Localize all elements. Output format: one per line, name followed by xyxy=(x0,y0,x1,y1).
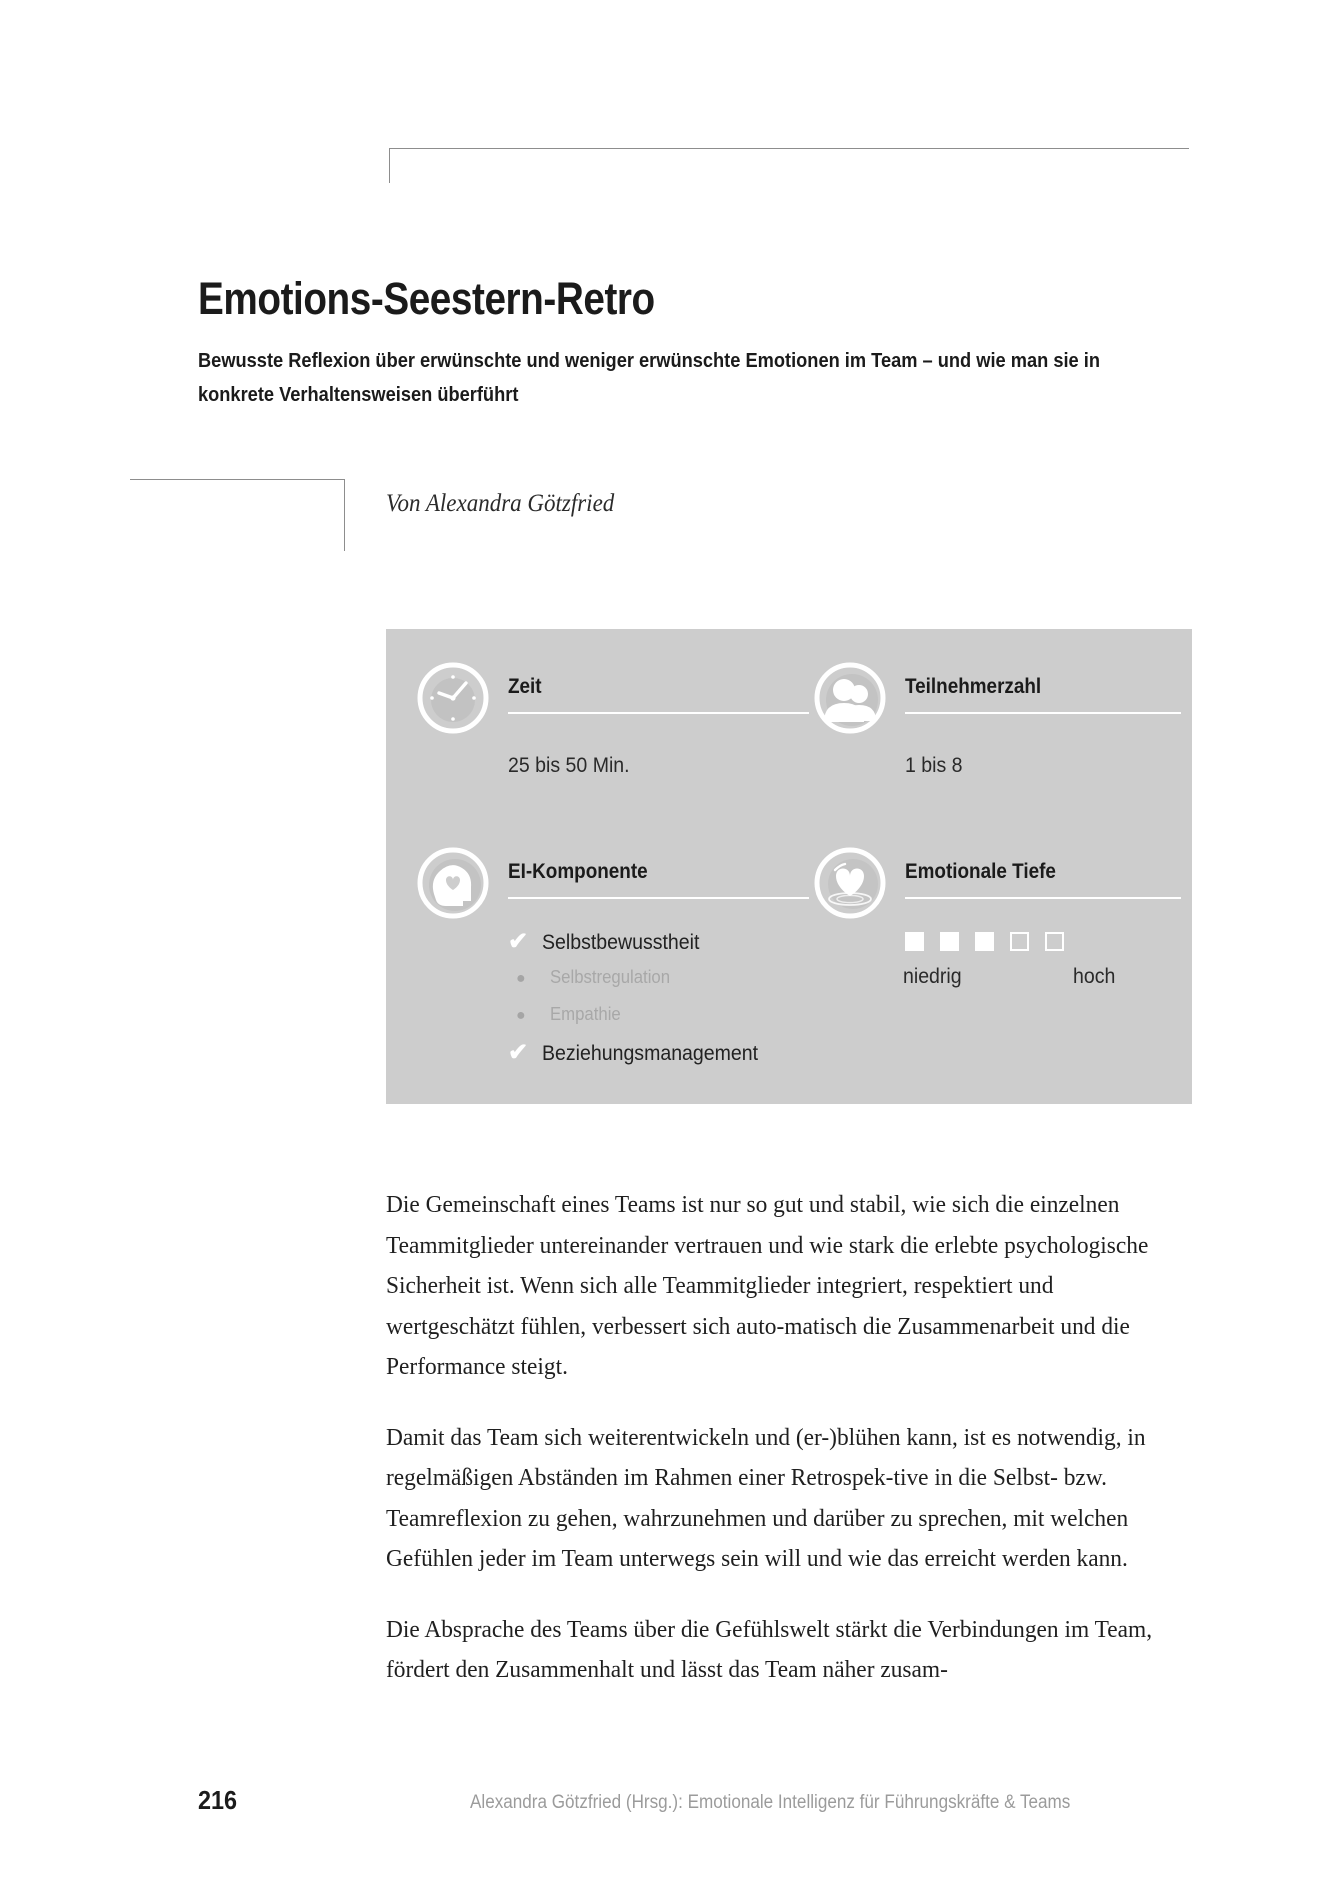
info-value-zeit: 25 bis 50 Min. xyxy=(508,754,630,777)
ei-list-item xyxy=(508,1041,808,1078)
depth-square-filled xyxy=(975,932,994,951)
info-cell-ei-komponente xyxy=(414,844,809,1066)
depth-square-filled xyxy=(905,932,924,951)
info-label-ei-komponente: EI-Komponente xyxy=(508,860,648,883)
body-paragraph: Die Absprache des Teams über die Gefühlswelt stärkt die Verbindungen im Team, fördert den Zusammenhalt und lässt das Team näher zusam- xyxy=(386,1615,1153,1683)
footer-running-head: Alexandra Götzfried (Hrsg.): Emotionale Intelligenz für Führungskräfte & Teams xyxy=(470,1792,1071,1813)
emotional-depth-meter xyxy=(905,932,1165,991)
depth-scale-labels xyxy=(905,965,1165,991)
people-icon xyxy=(811,659,889,737)
page-number: 216 xyxy=(198,1785,238,1815)
ei-item-label: Beziehungsmanagement xyxy=(542,1042,759,1065)
info-cell-emotionale-tiefe xyxy=(811,844,1181,988)
info-value-teilnehmerzahl: 1 bis 8 xyxy=(905,754,963,777)
info-cell-header xyxy=(414,844,809,924)
body-text-column xyxy=(386,1185,1198,1721)
top-decorative-rule-tick xyxy=(389,148,390,183)
info-label-teilnehmerzahl: Teilnehmerzahl xyxy=(905,675,1042,698)
bullet-dot-icon: ● xyxy=(516,970,526,987)
author-byline: Von Alexandra Götzfried xyxy=(386,490,615,517)
depth-square-empty xyxy=(1045,932,1064,951)
info-cell-header xyxy=(414,659,809,739)
ei-list-item xyxy=(508,930,808,967)
info-underline xyxy=(905,712,1181,714)
ei-list-item xyxy=(508,967,808,1004)
page-title: Emotions-Seestern-Retro xyxy=(198,273,655,325)
bullet-dot-icon: ● xyxy=(516,1007,526,1024)
info-cell-header xyxy=(811,844,1181,924)
body-paragraph: Damit das Team sich weiterentwickeln und (er-)blühen kann, ist es notwendig, in regelmäßigen Abständen im Rahmen einer Retrospek-tive in die Selbst- bzw. Teamreflexion zu gehen, wahrzunehmen und darüber zu sprechen, mit welchen Gefühlen jeder im Team unterwegs sein will und wie das erreicht werden kann. xyxy=(386,1423,1146,1572)
info-cell-zeit xyxy=(414,659,809,777)
info-underline xyxy=(508,897,809,899)
info-label-zeit: Zeit xyxy=(508,675,542,698)
clock-icon xyxy=(414,659,492,737)
info-box xyxy=(386,629,1192,1104)
check-icon: ✔ xyxy=(508,928,529,955)
author-decorative-rule-tick xyxy=(344,479,345,551)
depth-squares xyxy=(905,932,1165,951)
check-icon: ✔ xyxy=(508,1039,529,1066)
ei-item-label: Selbstregulation xyxy=(550,967,671,987)
depth-label-high: hoch xyxy=(1073,965,1116,988)
heart-ripple-icon xyxy=(811,844,889,922)
page-subtitle: Bewusste Reflexion über erwünschte und weniger erwünschte Emotionen im Team – und wie man sie in konkrete Verhaltensweisen überführt xyxy=(198,349,1100,406)
ei-item-label: Empathie xyxy=(550,1004,621,1024)
ei-list-item xyxy=(508,1004,808,1041)
body-paragraph: Die Gemeinschaft eines Teams ist nur so gut und stabil, wie sich die einzelnen Teammitglieder untereinander vertrauen und wie stark die erlebte psychologische Sicherheit ist. Wenn sich alle Teammitglieder integriert, respektiert und wertgeschätzt fühlen, verbessert sich auto-matisch die Zusammenarbeit und die Performance steigt. xyxy=(386,1191,1149,1380)
info-underline xyxy=(905,897,1181,899)
ei-component-list xyxy=(508,930,808,1078)
info-underline xyxy=(508,712,809,714)
depth-square-filled xyxy=(940,932,959,951)
depth-square-empty xyxy=(1010,932,1029,951)
author-decorative-rule xyxy=(130,479,345,480)
top-decorative-rule xyxy=(389,148,1189,149)
info-label-emotionale-tiefe: Emotionale Tiefe xyxy=(905,860,1056,883)
info-cell-teilnehmerzahl xyxy=(811,659,1181,777)
info-cell-header xyxy=(811,659,1181,739)
depth-label-low: niedrig xyxy=(903,965,962,988)
head-heart-icon xyxy=(414,844,492,922)
ei-item-label: Selbstbewusstheit xyxy=(542,931,700,954)
